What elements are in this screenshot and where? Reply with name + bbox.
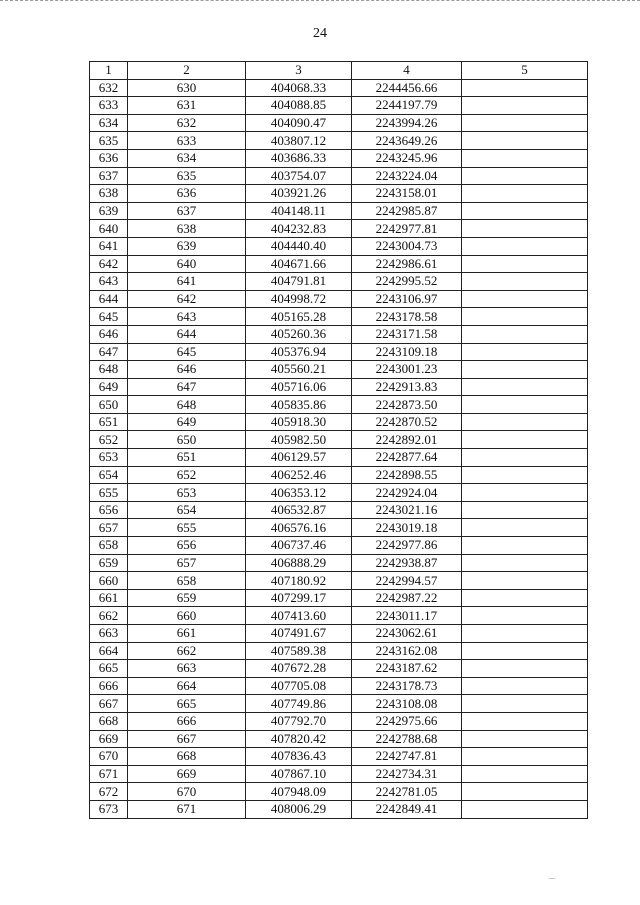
y-coordinate-cell: 2242924.04: [352, 484, 462, 502]
row-number-cell: 647: [90, 343, 128, 361]
table-row: [90, 466, 588, 484]
y-coordinate-cell: 2243171.58: [352, 325, 462, 343]
row-number-cell: 648: [90, 361, 128, 379]
x-coordinate-cell: 404232.83: [246, 220, 352, 238]
note-cell: [462, 413, 588, 431]
x-coordinate-cell: 403807.12: [246, 132, 352, 150]
y-coordinate-cell: 2242873.50: [352, 396, 462, 414]
x-coordinate-cell: 406532.87: [246, 501, 352, 519]
x-coordinate-cell: 405982.50: [246, 431, 352, 449]
row-number-cell: 640: [90, 220, 128, 238]
page-number: 24: [313, 26, 327, 41]
note-cell: [462, 466, 588, 484]
row-number-cell: 633: [90, 97, 128, 115]
y-coordinate-cell: 2242788.68: [352, 730, 462, 748]
x-coordinate-cell: 404998.72: [246, 290, 352, 308]
y-coordinate-cell: 2243178.58: [352, 308, 462, 326]
x-coordinate-cell: 407820.42: [246, 730, 352, 748]
row-number-cell: 669: [90, 730, 128, 748]
row-number-cell: 646: [90, 325, 128, 343]
column-header-3: 3: [246, 62, 352, 80]
x-coordinate-cell: 407491.67: [246, 625, 352, 643]
note-cell: [462, 484, 588, 502]
table-row: [90, 642, 588, 660]
table-row: [90, 114, 588, 132]
point-id-cell: 637: [128, 202, 246, 220]
table-row: [90, 695, 588, 713]
table-row: [90, 79, 588, 97]
table-row: [90, 97, 588, 115]
table-row: [90, 237, 588, 255]
point-id-cell: 648: [128, 396, 246, 414]
note-cell: [462, 220, 588, 238]
note-cell: [462, 149, 588, 167]
note-cell: [462, 343, 588, 361]
x-coordinate-cell: 405835.86: [246, 396, 352, 414]
row-number-cell: 637: [90, 167, 128, 185]
header-row: [90, 62, 588, 80]
scan-mark: [549, 878, 555, 879]
point-id-cell: 654: [128, 501, 246, 519]
note-cell: [462, 290, 588, 308]
point-id-cell: 671: [128, 800, 246, 818]
y-coordinate-cell: 2242781.05: [352, 783, 462, 801]
point-id-cell: 669: [128, 765, 246, 783]
note-cell: [462, 361, 588, 379]
point-id-cell: 659: [128, 589, 246, 607]
row-number-cell: 653: [90, 449, 128, 467]
row-number-cell: 656: [90, 501, 128, 519]
note-cell: [462, 378, 588, 396]
y-coordinate-cell: 2242977.86: [352, 537, 462, 555]
table-row: [90, 800, 588, 818]
row-number-cell: 665: [90, 660, 128, 678]
table-row: [90, 537, 588, 555]
column-header-1: 1: [90, 62, 128, 80]
point-id-cell: 631: [128, 97, 246, 115]
row-number-cell: 659: [90, 554, 128, 572]
point-id-cell: 664: [128, 677, 246, 695]
point-id-cell: 656: [128, 537, 246, 555]
table-row: [90, 167, 588, 185]
note-cell: [462, 572, 588, 590]
table-row: [90, 273, 588, 291]
row-number-cell: 643: [90, 273, 128, 291]
table-row: [90, 607, 588, 625]
x-coordinate-cell: 405260.36: [246, 325, 352, 343]
x-coordinate-cell: 405165.28: [246, 308, 352, 326]
x-coordinate-cell: 403686.33: [246, 149, 352, 167]
point-id-cell: 647: [128, 378, 246, 396]
row-number-cell: 666: [90, 677, 128, 695]
table-row: [90, 765, 588, 783]
x-coordinate-cell: 404068.33: [246, 79, 352, 97]
row-number-cell: 668: [90, 712, 128, 730]
row-number-cell: 650: [90, 396, 128, 414]
row-number-cell: 635: [90, 132, 128, 150]
y-coordinate-cell: 2242913.83: [352, 378, 462, 396]
y-coordinate-cell: 2243162.08: [352, 642, 462, 660]
y-coordinate-cell: 2243245.96: [352, 149, 462, 167]
table-row: [90, 730, 588, 748]
row-number-cell: 651: [90, 413, 128, 431]
x-coordinate-cell: 407299.17: [246, 589, 352, 607]
x-coordinate-cell: 404671.66: [246, 255, 352, 273]
x-coordinate-cell: 407589.38: [246, 642, 352, 660]
y-coordinate-cell: 2243011.17: [352, 607, 462, 625]
point-id-cell: 662: [128, 642, 246, 660]
x-coordinate-cell: 404791.81: [246, 273, 352, 291]
point-id-cell: 661: [128, 625, 246, 643]
y-coordinate-cell: 2242849.41: [352, 800, 462, 818]
point-id-cell: 665: [128, 695, 246, 713]
point-id-cell: 649: [128, 413, 246, 431]
row-number-cell: 644: [90, 290, 128, 308]
x-coordinate-cell: 406888.29: [246, 554, 352, 572]
x-coordinate-cell: 406576.16: [246, 519, 352, 537]
row-number-cell: 672: [90, 783, 128, 801]
x-coordinate-cell: 407948.09: [246, 783, 352, 801]
point-id-cell: 653: [128, 484, 246, 502]
point-id-cell: 636: [128, 185, 246, 203]
table-row: [90, 625, 588, 643]
y-coordinate-cell: 2242870.52: [352, 413, 462, 431]
y-coordinate-cell: 2243062.61: [352, 625, 462, 643]
table-row: [90, 290, 588, 308]
x-coordinate-cell: 406353.12: [246, 484, 352, 502]
row-number-cell: 632: [90, 79, 128, 97]
point-id-cell: 640: [128, 255, 246, 273]
note-cell: [462, 712, 588, 730]
top-dashed-rule: [0, 0, 640, 1]
table-row: [90, 220, 588, 238]
point-id-cell: 660: [128, 607, 246, 625]
point-id-cell: 646: [128, 361, 246, 379]
table-row: [90, 185, 588, 203]
column-header-5: 5: [462, 62, 588, 80]
point-id-cell: 644: [128, 325, 246, 343]
point-id-cell: 641: [128, 273, 246, 291]
point-id-cell: 634: [128, 149, 246, 167]
row-number-cell: 634: [90, 114, 128, 132]
point-id-cell: 658: [128, 572, 246, 590]
y-coordinate-cell: 2243649.26: [352, 132, 462, 150]
point-id-cell: 635: [128, 167, 246, 185]
x-coordinate-cell: 404148.11: [246, 202, 352, 220]
y-coordinate-cell: 2242994.57: [352, 572, 462, 590]
column-header-2: 2: [128, 62, 246, 80]
y-coordinate-cell: 2242747.81: [352, 748, 462, 766]
point-id-cell: 633: [128, 132, 246, 150]
y-coordinate-cell: 2242985.87: [352, 202, 462, 220]
y-coordinate-cell: 2243021.16: [352, 501, 462, 519]
x-coordinate-cell: 407180.92: [246, 572, 352, 590]
note-cell: [462, 237, 588, 255]
note-cell: [462, 554, 588, 572]
x-coordinate-cell: 405716.06: [246, 378, 352, 396]
row-number-cell: 673: [90, 800, 128, 818]
table-row: [90, 748, 588, 766]
row-number-cell: 670: [90, 748, 128, 766]
note-cell: [462, 167, 588, 185]
x-coordinate-cell: 403921.26: [246, 185, 352, 203]
row-number-cell: 638: [90, 185, 128, 203]
x-coordinate-cell: 404090.47: [246, 114, 352, 132]
note-cell: [462, 765, 588, 783]
table-row: [90, 325, 588, 343]
x-coordinate-cell: 406129.57: [246, 449, 352, 467]
y-coordinate-cell: 2242995.52: [352, 273, 462, 291]
note-cell: [462, 202, 588, 220]
y-coordinate-cell: 2243109.18: [352, 343, 462, 361]
point-id-cell: 651: [128, 449, 246, 467]
note-cell: [462, 537, 588, 555]
table-row: [90, 554, 588, 572]
note-cell: [462, 79, 588, 97]
table-row: [90, 501, 588, 519]
x-coordinate-cell: 404088.85: [246, 97, 352, 115]
row-number-cell: 641: [90, 237, 128, 255]
table-row: [90, 677, 588, 695]
row-number-cell: 663: [90, 625, 128, 643]
point-id-cell: 650: [128, 431, 246, 449]
note-cell: [462, 185, 588, 203]
note-cell: [462, 255, 588, 273]
row-number-cell: 658: [90, 537, 128, 555]
x-coordinate-cell: 407867.10: [246, 765, 352, 783]
table-row: [90, 449, 588, 467]
y-coordinate-cell: 2242938.87: [352, 554, 462, 572]
note-cell: [462, 677, 588, 695]
x-coordinate-cell: 406737.46: [246, 537, 352, 555]
y-coordinate-cell: 2243224.04: [352, 167, 462, 185]
y-coordinate-cell: 2242898.55: [352, 466, 462, 484]
row-number-cell: 649: [90, 378, 128, 396]
table-row: [90, 361, 588, 379]
note-cell: [462, 114, 588, 132]
note-cell: [462, 589, 588, 607]
table-row: [90, 378, 588, 396]
note-cell: [462, 501, 588, 519]
row-number-cell: 671: [90, 765, 128, 783]
row-number-cell: 654: [90, 466, 128, 484]
table-row: [90, 712, 588, 730]
y-coordinate-cell: 2244456.66: [352, 79, 462, 97]
row-number-cell: 636: [90, 149, 128, 167]
y-coordinate-cell: 2242734.31: [352, 765, 462, 783]
x-coordinate-cell: 407672.28: [246, 660, 352, 678]
note-cell: [462, 325, 588, 343]
table-row: [90, 255, 588, 273]
note-cell: [462, 519, 588, 537]
x-coordinate-cell: 407792.70: [246, 712, 352, 730]
x-coordinate-cell: 407749.86: [246, 695, 352, 713]
y-coordinate-cell: 2242892.01: [352, 431, 462, 449]
y-coordinate-cell: 2243106.97: [352, 290, 462, 308]
y-coordinate-cell: 2243187.62: [352, 660, 462, 678]
row-number-cell: 639: [90, 202, 128, 220]
point-id-cell: 668: [128, 748, 246, 766]
point-id-cell: 663: [128, 660, 246, 678]
point-id-cell: 652: [128, 466, 246, 484]
x-coordinate-cell: 408006.29: [246, 800, 352, 818]
y-coordinate-cell: 2243994.26: [352, 114, 462, 132]
note-cell: [462, 431, 588, 449]
row-number-cell: 657: [90, 519, 128, 537]
y-coordinate-cell: 2243004.73: [352, 237, 462, 255]
point-id-cell: 645: [128, 343, 246, 361]
table-row: [90, 660, 588, 678]
x-coordinate-cell: 404440.40: [246, 237, 352, 255]
point-id-cell: 657: [128, 554, 246, 572]
note-cell: [462, 273, 588, 291]
row-number-cell: 661: [90, 589, 128, 607]
y-coordinate-cell: 2242975.66: [352, 712, 462, 730]
row-number-cell: 664: [90, 642, 128, 660]
point-id-cell: 643: [128, 308, 246, 326]
y-coordinate-cell: 2242977.81: [352, 220, 462, 238]
x-coordinate-cell: 405376.94: [246, 343, 352, 361]
note-cell: [462, 607, 588, 625]
point-id-cell: 667: [128, 730, 246, 748]
row-number-cell: 655: [90, 484, 128, 502]
table-row: [90, 783, 588, 801]
row-number-cell: 645: [90, 308, 128, 326]
note-cell: [462, 449, 588, 467]
point-id-cell: 632: [128, 114, 246, 132]
x-coordinate-cell: 407836.43: [246, 748, 352, 766]
y-coordinate-cell: 2243158.01: [352, 185, 462, 203]
table-row: [90, 413, 588, 431]
row-number-cell: 660: [90, 572, 128, 590]
y-coordinate-cell: 2244197.79: [352, 97, 462, 115]
note-cell: [462, 800, 588, 818]
note-cell: [462, 308, 588, 326]
point-id-cell: 655: [128, 519, 246, 537]
note-cell: [462, 396, 588, 414]
row-number-cell: 662: [90, 607, 128, 625]
note-cell: [462, 783, 588, 801]
table-row: [90, 132, 588, 150]
table-row: [90, 572, 588, 590]
table-row: [90, 589, 588, 607]
x-coordinate-cell: 407413.60: [246, 607, 352, 625]
x-coordinate-cell: 405560.21: [246, 361, 352, 379]
row-number-cell: 652: [90, 431, 128, 449]
table-row: [90, 149, 588, 167]
note-cell: [462, 660, 588, 678]
point-id-cell: 666: [128, 712, 246, 730]
point-id-cell: 670: [128, 783, 246, 801]
x-coordinate-cell: 403754.07: [246, 167, 352, 185]
y-coordinate-cell: 2242987.22: [352, 589, 462, 607]
note-cell: [462, 132, 588, 150]
table-row: [90, 484, 588, 502]
note-cell: [462, 642, 588, 660]
row-number-cell: 642: [90, 255, 128, 273]
point-id-cell: 630: [128, 79, 246, 97]
table-row: [90, 343, 588, 361]
note-cell: [462, 748, 588, 766]
table-row: [90, 308, 588, 326]
point-id-cell: 642: [128, 290, 246, 308]
note-cell: [462, 97, 588, 115]
y-coordinate-cell: 2242986.61: [352, 255, 462, 273]
table-body: [90, 79, 588, 818]
column-header-4: 4: [352, 62, 462, 80]
y-coordinate-cell: 2243001.23: [352, 361, 462, 379]
x-coordinate-cell: 407705.08: [246, 677, 352, 695]
point-id-cell: 638: [128, 220, 246, 238]
y-coordinate-cell: 2243019.18: [352, 519, 462, 537]
table-row: [90, 431, 588, 449]
note-cell: [462, 625, 588, 643]
note-cell: [462, 695, 588, 713]
y-coordinate-cell: 2243108.08: [352, 695, 462, 713]
point-id-cell: 639: [128, 237, 246, 255]
note-cell: [462, 730, 588, 748]
coordinates-table: [89, 61, 588, 819]
x-coordinate-cell: 406252.46: [246, 466, 352, 484]
y-coordinate-cell: 2242877.64: [352, 449, 462, 467]
table-row: [90, 519, 588, 537]
x-coordinate-cell: 405918.30: [246, 413, 352, 431]
row-number-cell: 667: [90, 695, 128, 713]
y-coordinate-cell: 2243178.73: [352, 677, 462, 695]
table-row: [90, 202, 588, 220]
table-row: [90, 396, 588, 414]
